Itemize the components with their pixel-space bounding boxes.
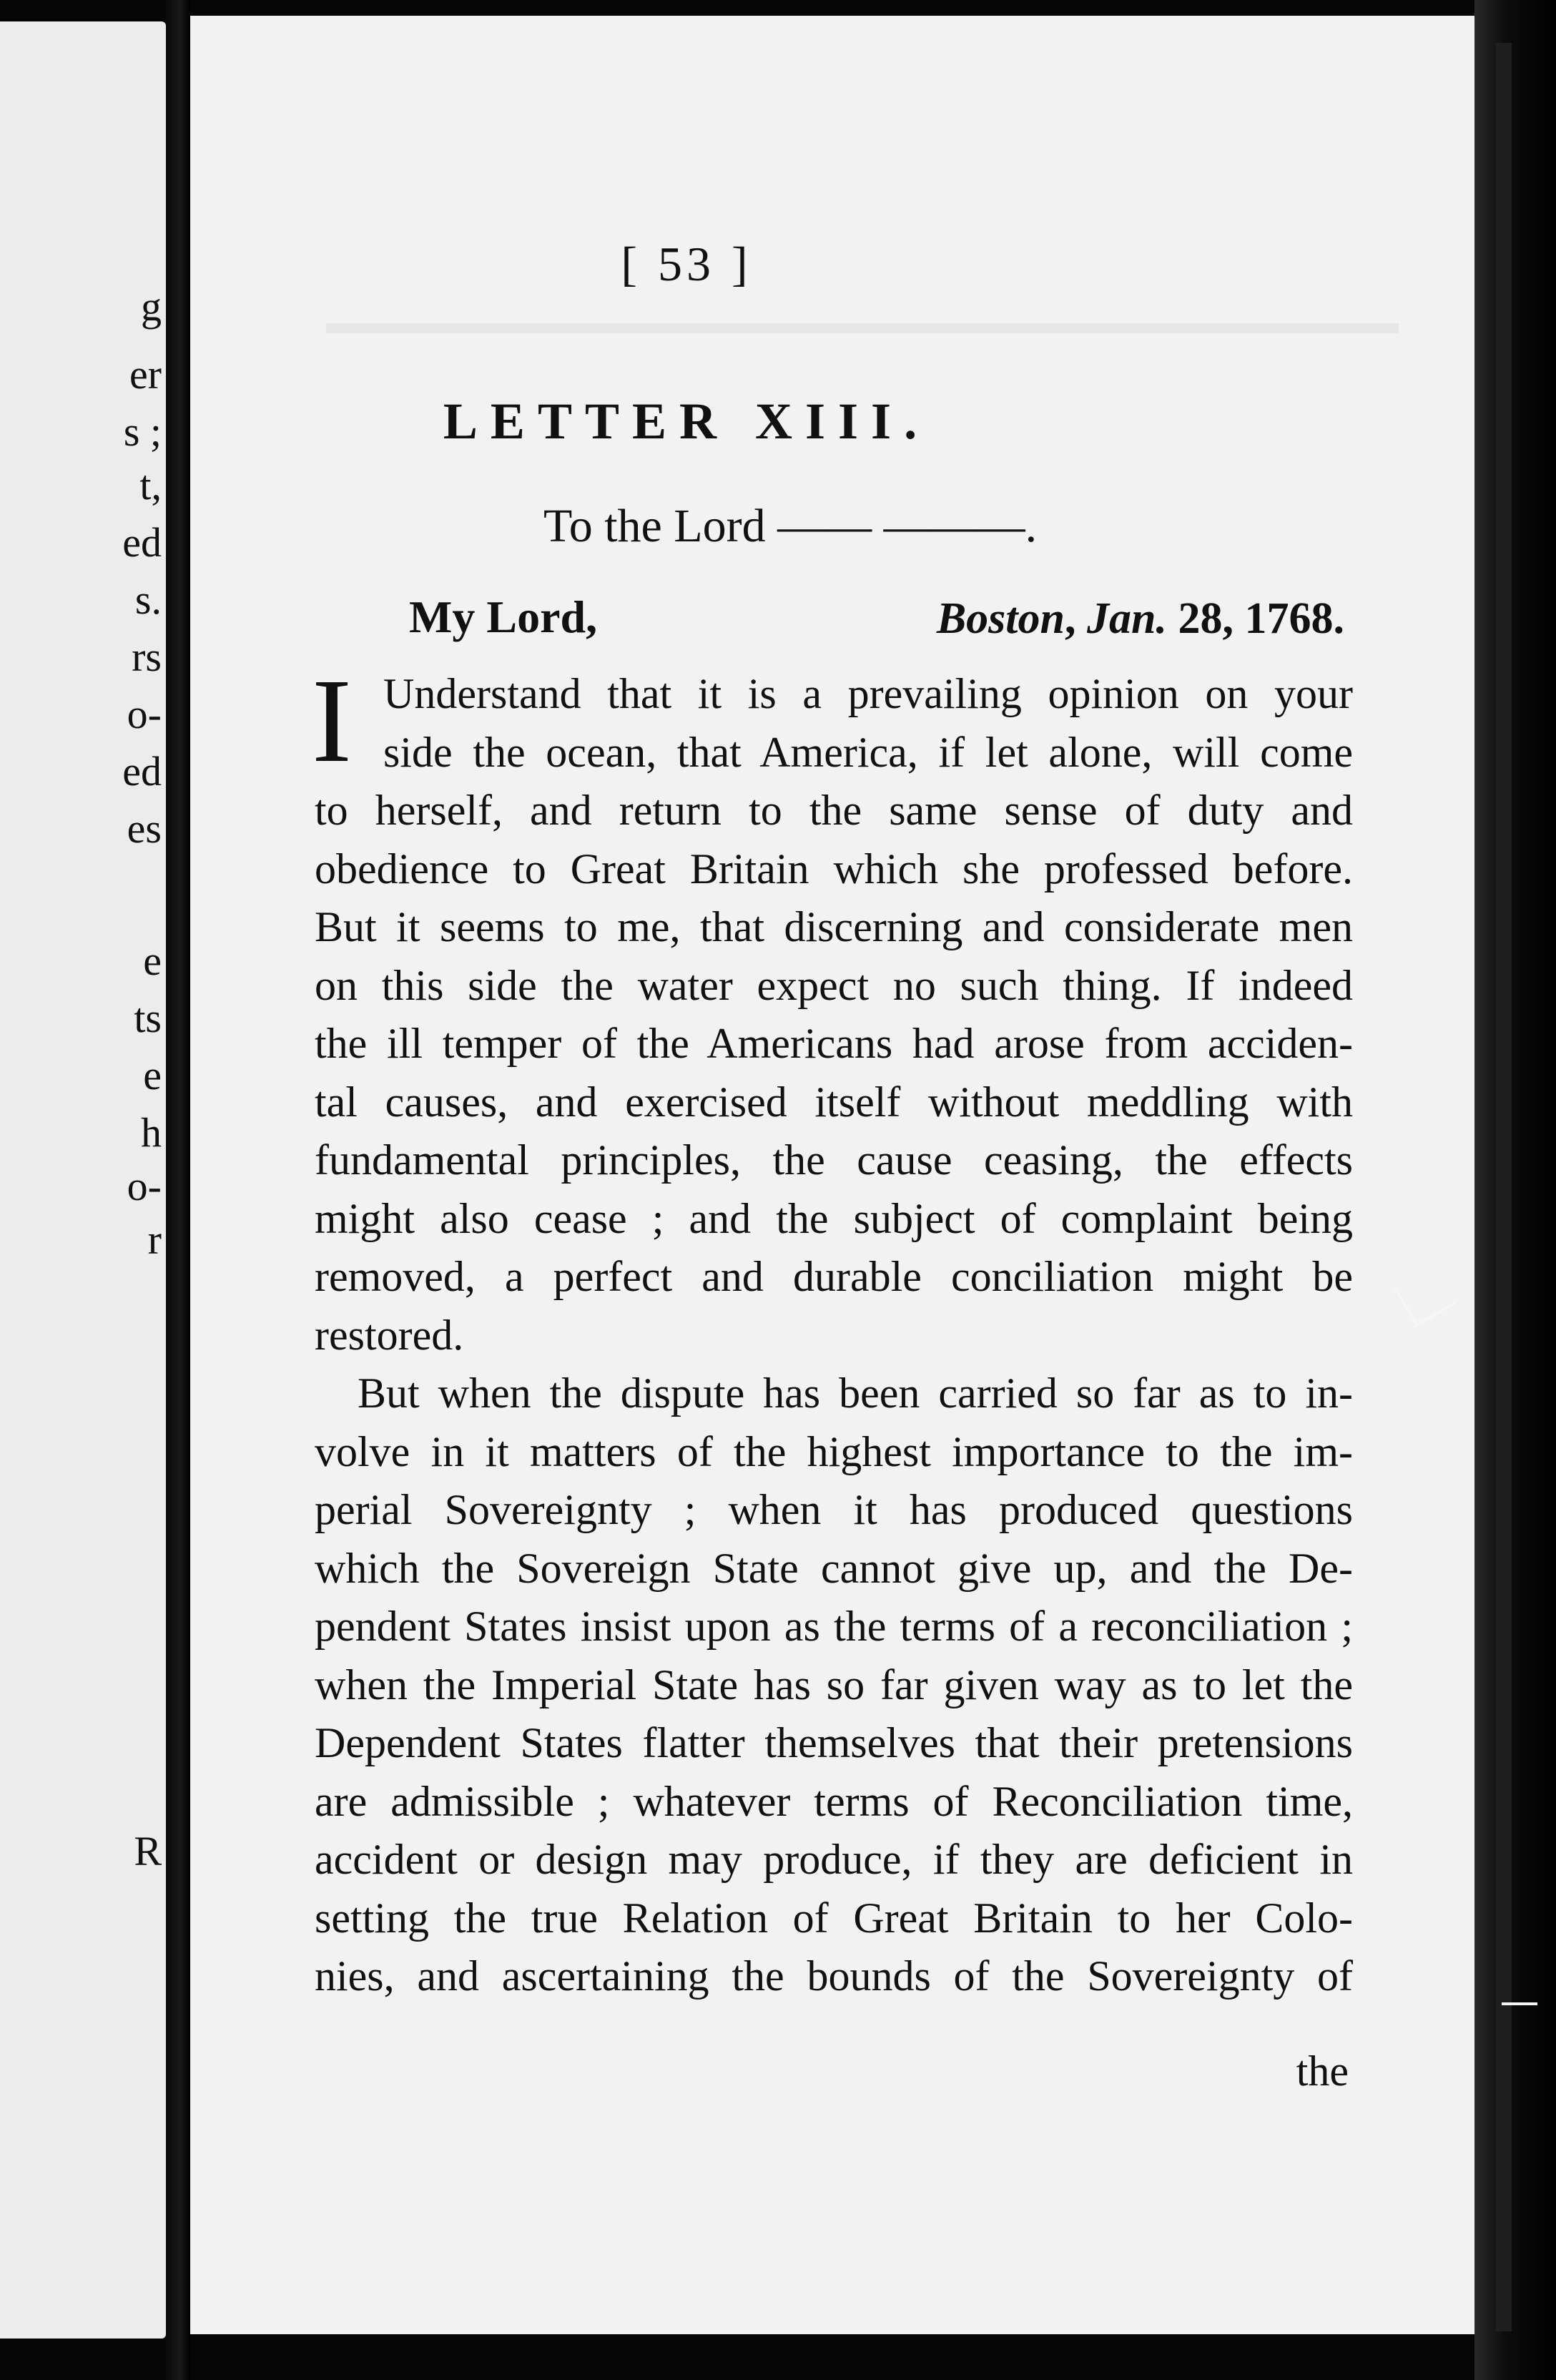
left-page-fragment: e <box>143 938 162 984</box>
left-page-fragment: rs <box>132 634 162 680</box>
text-line: fundamental principles, the cause ceasing, the effects <box>315 1136 1353 1184</box>
left-facing-page <box>0 21 166 2339</box>
left-page-fragment: o- <box>127 691 162 737</box>
text-line: when the Imperial State has so far given way as to let the <box>315 1661 1353 1708</box>
text-line: restored. <box>315 1311 464 1359</box>
letter-title: LETTER XIII. <box>443 393 930 450</box>
left-page-fragment: s. <box>134 576 162 623</box>
dateline-place: Boston <box>936 594 1065 643</box>
dateline-month: Jan. <box>1087 594 1167 643</box>
gutter-shadow <box>166 0 190 2380</box>
catchword: the <box>1296 2047 1349 2095</box>
left-page-fragment: r <box>147 1216 162 1263</box>
text-line: obedience to Great Britain which she professed before. <box>315 845 1353 892</box>
text-line: Understand that it is a prevailing opinion on your <box>383 670 1353 717</box>
text-line: might also cease ; and the subject of complaint being <box>315 1194 1353 1242</box>
text-line: Dependent States flatter themselves that their pretensions <box>315 1719 1353 1766</box>
page-number: [ 53 ] <box>621 237 752 291</box>
text-line: the ill temper of the Americans had arose from acciden- <box>315 1020 1353 1067</box>
text-line: removed, a perfect and durable conciliation might be <box>315 1253 1353 1300</box>
letter-body <box>315 665 1353 2006</box>
left-page-fragment: ts <box>134 995 162 1041</box>
dateline <box>937 594 1344 644</box>
left-page-fragment: o- <box>127 1163 162 1209</box>
left-page-fragment: ed <box>122 748 162 795</box>
text-line: on this side the water expect no such thing. If indeed <box>315 961 1353 1009</box>
drop-cap: I <box>312 654 352 787</box>
salutation: My Lord, <box>409 591 598 642</box>
text-line: nies, and ascertaining the bounds of the Sovereignty of <box>315 1952 1353 2000</box>
text-line: pendent States insist upon as the terms of a reconciliation ; <box>315 1603 1353 1650</box>
right-edge-line <box>1496 43 1512 2331</box>
left-page-fragment: ed <box>122 519 162 566</box>
text-line: tal causes, and exercised itself without meddling with <box>315 1078 1353 1126</box>
text-line: which the Sovereign State cannot give up, and the De- <box>315 1544 1353 1592</box>
paper-edge-mark <box>1502 2002 1537 2020</box>
left-page-fragment: es <box>127 805 162 852</box>
left-page-fragment: R <box>134 1828 162 1874</box>
left-page-fragment: h <box>141 1109 162 1156</box>
text-line: volve in it matters of the highest importance to the im- <box>315 1427 1353 1475</box>
text-line: to herself, and return to the same sense of duty and <box>315 787 1353 834</box>
text-line: accident or design may produce, if they are deficient in <box>315 1836 1353 1883</box>
text-line: side the ocean, that America, if let alone, will come <box>383 728 1353 776</box>
left-page-fragment: t, <box>139 462 162 508</box>
left-page-fragment: s ; <box>123 408 162 455</box>
show-through-shadow <box>326 323 1399 333</box>
dateline-day-year: 28, 1768. <box>1178 594 1344 643</box>
left-page-fragment: e <box>143 1052 162 1098</box>
text-line: But it seems to me, that discerning and considerate men <box>315 903 1353 950</box>
text-line: perial Sovereignty ; when it has produced questions <box>315 1486 1353 1533</box>
text-line: setting the true Relation of Great Britain to her Colo- <box>315 1894 1353 1942</box>
dateline-comma: , <box>1065 594 1088 643</box>
addressee-line: To the Lord —— ———. <box>543 500 1038 552</box>
right-page-edge <box>1474 0 1556 2380</box>
text-line: are admissible ; whatever terms of Reconciliation time, <box>315 1777 1353 1825</box>
left-page-fragment: g <box>141 283 162 330</box>
left-page-fragment: er <box>129 351 162 398</box>
text-line: But when the dispute has been carried so far as to in- <box>358 1370 1353 1417</box>
